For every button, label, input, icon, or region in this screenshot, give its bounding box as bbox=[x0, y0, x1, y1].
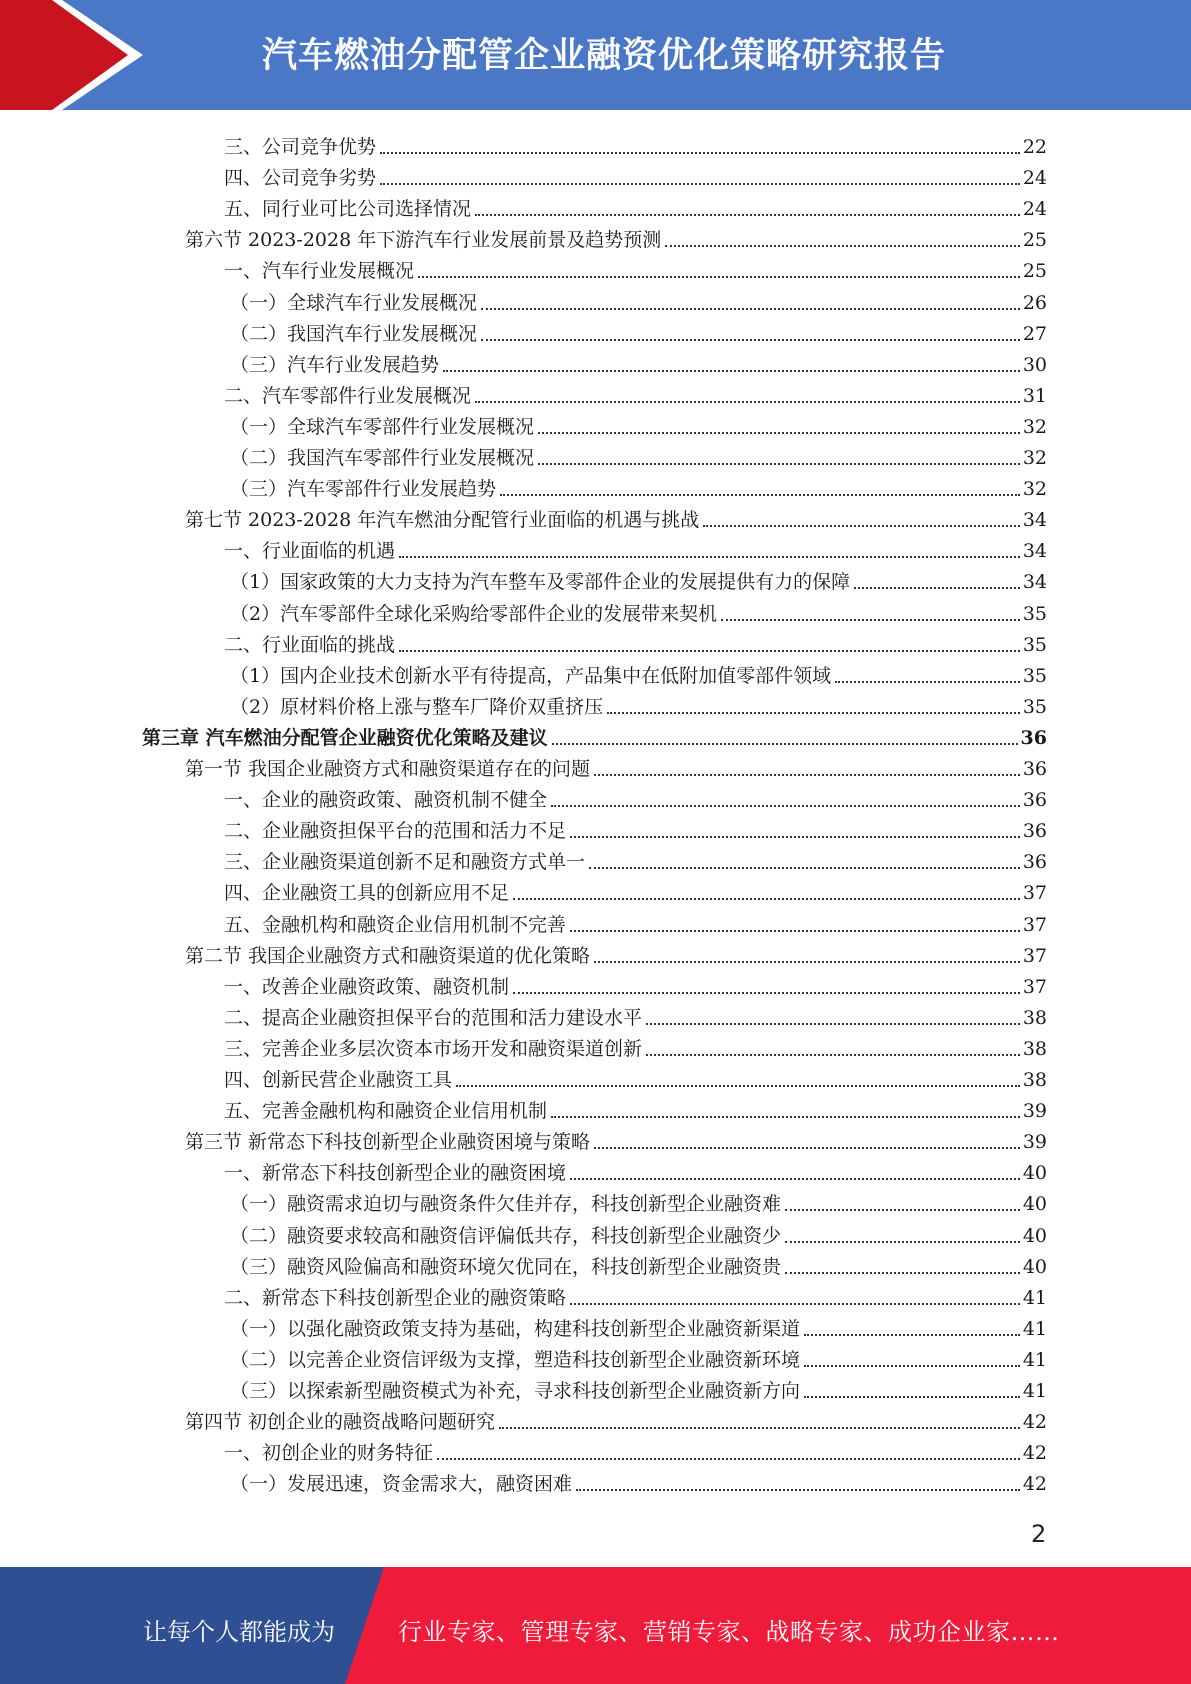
toc-dot-leader bbox=[481, 339, 1020, 341]
toc-entry-page: 34 bbox=[1022, 540, 1047, 563]
toc-entry-page: 40 bbox=[1022, 1162, 1047, 1185]
footer-slogan-left: 让每个人都能成为 bbox=[143, 1618, 335, 1646]
toc-entry-title: 第三章 汽车燃油分配管企业融资优化策略及建议 bbox=[142, 726, 548, 749]
toc-entry-page: 41 bbox=[1022, 1348, 1047, 1371]
toc-dot-leader bbox=[538, 463, 1020, 465]
toc-entry[interactable] bbox=[224, 875, 1047, 906]
toc-entry-title: 一、企业的融资政策、融资机制不健全 bbox=[224, 789, 548, 812]
toc-dot-leader bbox=[646, 1023, 1020, 1025]
toc-entry-title: （二）我国汽车零部件行业发展概况 bbox=[230, 447, 535, 469]
toc-entry[interactable] bbox=[230, 689, 1047, 720]
toc-entry-page: 35 bbox=[1022, 695, 1047, 718]
toc-dot-leader bbox=[499, 1427, 1020, 1429]
toc-entry-title: 一、汽车行业发展概况 bbox=[224, 260, 415, 283]
toc-entry[interactable] bbox=[224, 782, 1047, 813]
toc-dot-leader bbox=[513, 898, 1020, 900]
toc-entry-title: （2）原材料价格上涨与整车厂降价双重挤压 bbox=[230, 695, 604, 718]
toc-entry[interactable] bbox=[224, 129, 1047, 160]
toc-entry-page: 36 bbox=[1020, 726, 1047, 749]
toc-entry-page: 35 bbox=[1022, 633, 1047, 656]
toc-entry[interactable] bbox=[230, 1249, 1047, 1280]
toc-entry[interactable] bbox=[224, 253, 1047, 284]
toc-entry-title: （二）我国汽车行业发展概况 bbox=[230, 322, 478, 345]
toc-entry-title: （二）以完善企业资信评级为支撑，塑造科技创新型企业融资新环境 bbox=[230, 1348, 801, 1371]
toc-entry-page: 31 bbox=[1022, 384, 1047, 407]
toc-dot-leader bbox=[594, 961, 1020, 963]
toc-dot-leader bbox=[594, 774, 1020, 776]
toc-entry[interactable] bbox=[224, 1000, 1047, 1031]
toc-dot-leader bbox=[475, 214, 1020, 216]
toc-entry-page: 37 bbox=[1022, 944, 1047, 967]
toc-entry-page: 30 bbox=[1022, 353, 1047, 376]
toc-entry-title: （三）以探索新型融资模式为补充，寻求科技创新型企业融资新方向 bbox=[230, 1380, 801, 1402]
toc-entry[interactable] bbox=[142, 720, 1047, 751]
toc-entry-page: 27 bbox=[1022, 322, 1047, 345]
toc-entry-title: 一、改善企业融资政策、融资机制 bbox=[224, 975, 510, 998]
toc-dot-leader bbox=[646, 1054, 1020, 1056]
toc-dot-leader bbox=[399, 650, 1020, 652]
toc-entry[interactable] bbox=[224, 627, 1047, 658]
toc-entry-title: 五、同行业可比公司选择情况 bbox=[224, 198, 472, 221]
toc-dot-leader bbox=[500, 494, 1020, 496]
toc-entry-page: 32 bbox=[1022, 415, 1047, 438]
toc-entry[interactable] bbox=[230, 564, 1047, 595]
toc-entry[interactable] bbox=[230, 285, 1047, 316]
toc-dot-leader bbox=[456, 1085, 1020, 1087]
toc-entry-page: 34 bbox=[1022, 509, 1047, 532]
toc-entry-page: 24 bbox=[1022, 198, 1047, 221]
toc-entry-title: 一、新常态下科技创新型企业的融资困境 bbox=[224, 1162, 567, 1185]
toc-dot-leader bbox=[437, 1458, 1020, 1460]
toc-entry[interactable] bbox=[224, 378, 1047, 409]
toc-dot-leader bbox=[594, 1147, 1020, 1149]
toc-entry[interactable] bbox=[185, 751, 1047, 782]
toc-entry-page: 42 bbox=[1022, 1411, 1047, 1434]
toc-dot-leader bbox=[538, 432, 1020, 434]
toc-dot-leader bbox=[380, 183, 1020, 185]
toc-entry-title: 第二节 我国企业融资方式和融资渠道的优化策略 bbox=[185, 944, 591, 967]
toc-entry-page: 37 bbox=[1022, 975, 1047, 998]
toc-dot-leader bbox=[785, 1241, 1020, 1243]
toc-dot-leader bbox=[552, 743, 1018, 745]
toc-entry-page: 35 bbox=[1022, 664, 1047, 687]
toc-dot-leader bbox=[570, 930, 1020, 932]
toc-dot-leader bbox=[589, 867, 1020, 869]
toc-entry-page: 36 bbox=[1022, 851, 1047, 874]
toc-entry[interactable] bbox=[230, 1342, 1047, 1373]
toc-entry-page: 39 bbox=[1022, 1131, 1047, 1154]
toc-entry[interactable] bbox=[230, 1373, 1047, 1404]
toc-dot-leader bbox=[418, 276, 1020, 278]
toc-entry-title: 三、完善企业多层次资本市场开发和融资渠道创新 bbox=[224, 1037, 643, 1060]
toc-dot-leader bbox=[399, 556, 1020, 558]
toc-entry-page: 22 bbox=[1022, 136, 1047, 158]
toc-entry[interactable] bbox=[224, 1062, 1047, 1093]
toc-entry-page: 38 bbox=[1022, 1037, 1047, 1060]
toc-dot-leader bbox=[380, 152, 1020, 154]
toc-entry-title: （一）融资需求迫切与融资条件欠佳并存，科技创新型企业融资难 bbox=[230, 1193, 782, 1216]
toc-entry-title: 第一节 我国企业融资方式和融资渠道存在的问题 bbox=[185, 758, 591, 780]
toc-entry-title: 第四节 初创企业的融资战略问题研究 bbox=[185, 1411, 496, 1434]
toc-entry-title: （一）全球汽车零部件行业发展概况 bbox=[230, 415, 535, 438]
toc-entry-title: 五、完善金融机构和融资企业信用机制 bbox=[224, 1100, 548, 1123]
toc-entry-page: 35 bbox=[1022, 602, 1047, 625]
toc-entry[interactable] bbox=[230, 347, 1047, 378]
toc-dot-leader bbox=[665, 245, 1020, 247]
toc-dot-leader bbox=[513, 992, 1020, 994]
toc-dot-leader bbox=[854, 587, 1020, 589]
toc-entry-page: 24 bbox=[1022, 167, 1047, 190]
toc-entry-page: 38 bbox=[1022, 1069, 1047, 1091]
toc-entry-title: （三）汽车零部件行业发展趋势 bbox=[230, 478, 497, 501]
toc-entry-page: 37 bbox=[1022, 882, 1047, 905]
toc-entry[interactable] bbox=[230, 1218, 1047, 1249]
toc-entry-title: （一）以强化融资政策支持为基础，构建科技创新型企业融资新渠道 bbox=[230, 1317, 801, 1340]
toc-entry-page: 37 bbox=[1022, 913, 1047, 936]
toc-entry-title: （一）全球汽车行业发展概况 bbox=[230, 291, 478, 314]
toc-entry-title: （2）汽车零部件全球化采购给零部件企业的发展带来契机 bbox=[230, 602, 718, 625]
toc-entry-title: （二）融资要求较高和融资信评偏低共存，科技创新型企业融资少 bbox=[230, 1224, 782, 1247]
toc-entry-title: （三）融资风险偏高和融资环境欠优同在，科技创新型企业融资贵 bbox=[230, 1255, 782, 1278]
page-number: 2 bbox=[1031, 1520, 1047, 1548]
toc-dot-leader bbox=[570, 1178, 1020, 1180]
toc-dot-leader bbox=[785, 1209, 1020, 1211]
toc-dot-leader bbox=[721, 619, 1020, 621]
toc-entry[interactable] bbox=[230, 596, 1047, 627]
toc-entry-title: 四、创新民营企业融资工具 bbox=[224, 1069, 453, 1091]
footer-slogan-right: 行业专家、管理专家、营销专家、战略专家、成功企业家…… bbox=[398, 1618, 1060, 1646]
toc-entry-title: 第三节 新常态下科技创新型企业融资困境与策略 bbox=[185, 1131, 591, 1154]
toc-dot-leader bbox=[785, 1272, 1020, 1274]
toc-entry-page: 36 bbox=[1022, 789, 1047, 812]
toc-entry-page: 36 bbox=[1022, 820, 1047, 843]
toc-dot-leader bbox=[835, 681, 1020, 683]
toc-entry[interactable] bbox=[230, 1186, 1047, 1217]
toc-entry-page: 32 bbox=[1022, 478, 1047, 501]
toc-entry[interactable] bbox=[185, 222, 1047, 253]
toc-entry[interactable] bbox=[224, 969, 1047, 1000]
toc-entry[interactable] bbox=[230, 409, 1047, 440]
toc-entry-page: 34 bbox=[1022, 571, 1047, 594]
toc-entry[interactable] bbox=[224, 533, 1047, 564]
toc-entry-page: 38 bbox=[1022, 1006, 1047, 1029]
toc-entry[interactable] bbox=[185, 1124, 1047, 1155]
toc-entry-page: 41 bbox=[1022, 1380, 1047, 1402]
toc-dot-leader bbox=[703, 525, 1020, 527]
toc-entry[interactable] bbox=[224, 907, 1047, 938]
toc-dot-leader bbox=[570, 1303, 1020, 1305]
toc-entry-page: 40 bbox=[1022, 1224, 1047, 1247]
toc-entry[interactable] bbox=[224, 1280, 1047, 1311]
toc-entry[interactable] bbox=[224, 191, 1047, 222]
toc-entry[interactable] bbox=[230, 1466, 1047, 1497]
toc-entry-title: 三、企业融资渠道创新不足和融资方式单一 bbox=[224, 851, 586, 874]
toc-dot-leader bbox=[443, 370, 1020, 372]
toc-entry-title: （1）国家政策的大力支持为汽车整车及零部件企业的发展提供有力的保障 bbox=[230, 571, 851, 594]
toc-entry[interactable] bbox=[224, 813, 1047, 844]
toc-entry-page: 32 bbox=[1022, 447, 1047, 469]
toc-entry-title: 二、行业面临的挑战 bbox=[224, 633, 396, 656]
toc-entry-title: 一、行业面临的机遇 bbox=[224, 540, 396, 563]
toc-entry-title: （一）发展迅速，资金需求大，融资困难 bbox=[230, 1473, 573, 1496]
toc-entry[interactable] bbox=[224, 1155, 1047, 1186]
toc-dot-leader bbox=[551, 1116, 1020, 1118]
toc-entry-title: （三）汽车行业发展趋势 bbox=[230, 353, 440, 376]
toc-entry-title: （1）国内企业技术创新水平有待提高，产品集中在低附加值零部件领域 bbox=[230, 664, 832, 687]
toc-entry-page: 40 bbox=[1022, 1255, 1047, 1278]
toc-entry-page: 42 bbox=[1022, 1442, 1047, 1465]
toc-entry[interactable] bbox=[230, 658, 1047, 689]
toc-entry[interactable] bbox=[185, 502, 1047, 533]
document-title: 汽车燃油分配管企业融资优化策略研究报告 bbox=[262, 36, 947, 76]
toc-dot-leader bbox=[607, 712, 1020, 714]
toc-dot-leader bbox=[804, 1334, 1020, 1336]
toc-entry-title: 二、企业融资担保平台的范围和活力不足 bbox=[224, 820, 567, 843]
toc-entry[interactable] bbox=[224, 844, 1047, 875]
toc-entry[interactable] bbox=[230, 440, 1047, 471]
toc-entry-page: 40 bbox=[1022, 1193, 1047, 1216]
toc-dot-leader bbox=[570, 836, 1020, 838]
toc-entry[interactable] bbox=[230, 316, 1047, 347]
toc-entry-page: 36 bbox=[1022, 758, 1047, 780]
toc-entry-title: 二、提高企业融资担保平台的范围和活力建设水平 bbox=[224, 1006, 643, 1029]
toc-entry-title: 四、企业融资工具的创新应用不足 bbox=[224, 882, 510, 905]
toc-entry[interactable] bbox=[224, 1435, 1047, 1466]
toc-entry-title: 三、公司竞争优势 bbox=[224, 136, 377, 158]
toc-entry-title: 二、新常态下科技创新型企业的融资策略 bbox=[224, 1286, 567, 1309]
toc-dot-leader bbox=[481, 308, 1020, 310]
toc-dot-leader bbox=[551, 805, 1020, 807]
toc-entry-page: 25 bbox=[1022, 260, 1047, 283]
toc-entry-title: 二、汽车零部件行业发展概况 bbox=[224, 384, 472, 407]
toc-entry[interactable] bbox=[224, 1093, 1047, 1124]
toc-dot-leader bbox=[576, 1489, 1020, 1491]
toc-entry-page: 42 bbox=[1022, 1473, 1047, 1496]
toc-entry-page: 25 bbox=[1022, 229, 1047, 252]
toc-entry[interactable] bbox=[230, 1311, 1047, 1342]
toc-entry-page: 39 bbox=[1022, 1100, 1047, 1123]
toc-entry-title: 四、公司竞争劣势 bbox=[224, 167, 377, 190]
toc-entry-page: 41 bbox=[1022, 1286, 1047, 1309]
toc-entry-title: 一、初创企业的财务特征 bbox=[224, 1442, 434, 1465]
toc-dot-leader bbox=[475, 401, 1020, 403]
toc-entry-title: 第七节 2023-2028 年汽车燃油分配管行业面临的机遇与挑战 bbox=[185, 509, 700, 532]
toc-dot-leader bbox=[804, 1365, 1020, 1367]
toc-entry[interactable] bbox=[185, 1404, 1047, 1435]
toc-entry[interactable] bbox=[224, 160, 1047, 191]
toc-entry-page: 41 bbox=[1022, 1317, 1047, 1340]
toc-entry-title: 第六节 2023-2028 年下游汽车行业发展前景及趋势预测 bbox=[185, 229, 662, 252]
toc-dot-leader bbox=[804, 1396, 1020, 1398]
toc-entry-page: 26 bbox=[1022, 291, 1047, 314]
toc-entry-title: 五、金融机构和融资企业信用机制不完善 bbox=[224, 913, 567, 936]
toc-entry[interactable] bbox=[185, 938, 1047, 969]
toc-entry[interactable] bbox=[230, 471, 1047, 502]
toc-entry[interactable] bbox=[224, 1031, 1047, 1062]
page-header bbox=[0, 0, 1191, 110]
